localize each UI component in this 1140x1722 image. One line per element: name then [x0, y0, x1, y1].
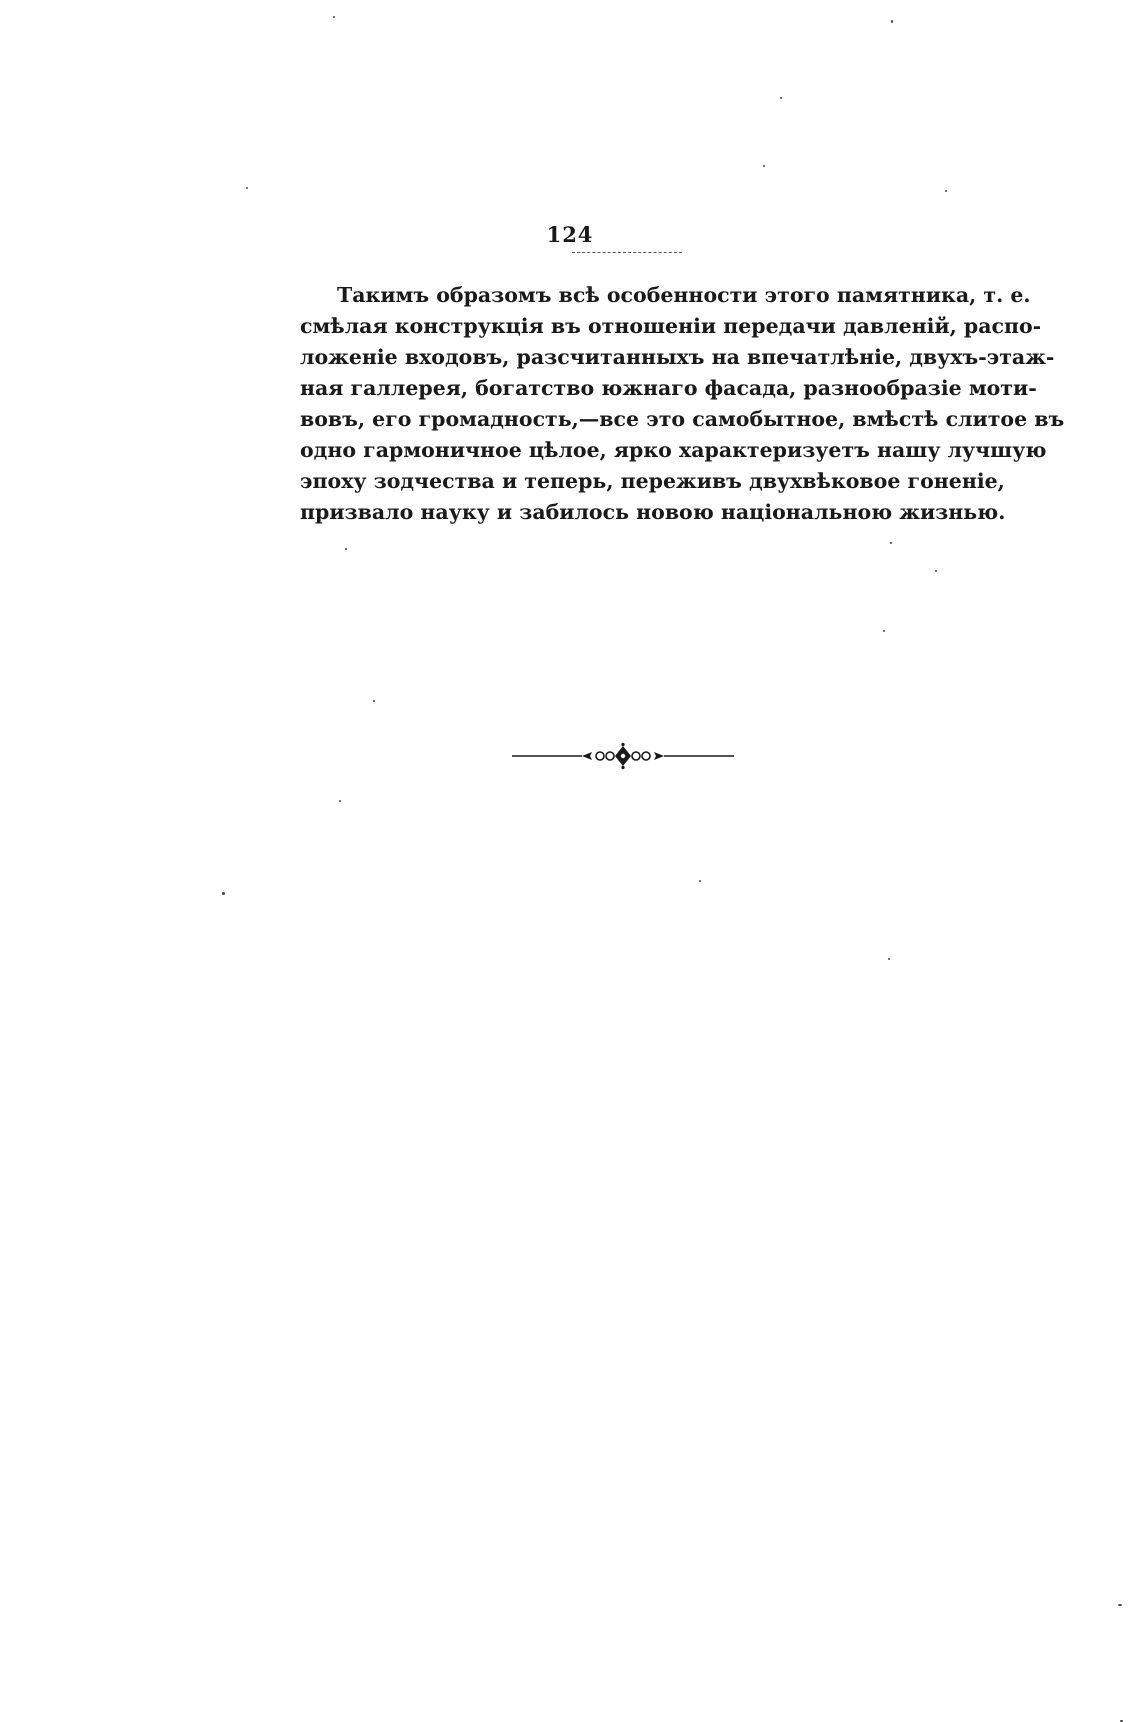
scan-speck: [780, 97, 782, 99]
text-line: смѣлая конструкція въ отношеніи передачи давленій, распо-: [300, 314, 1042, 338]
scan-speck: [1118, 1604, 1122, 1606]
scan-speck: [373, 700, 375, 702]
body-paragraph: [300, 280, 1065, 528]
scan-speck: [883, 630, 885, 632]
page-number-rule: [572, 252, 682, 253]
scan-speck: [890, 542, 892, 544]
scan-speck: [891, 20, 893, 23]
text-line: Такимъ образомъ всѣ особенности этого памятника, т. е.: [337, 283, 1031, 307]
scan-speck: [945, 190, 947, 192]
scan-speck: [935, 570, 937, 572]
scan-speck: [339, 800, 341, 802]
scan-speck: [763, 165, 765, 167]
text-line: эпоху зодчества и теперь, переживъ двухвѣковое гоненіе,: [300, 469, 1005, 493]
page-number: 124: [546, 222, 594, 247]
scan-speck: [222, 892, 225, 895]
scan-speck: [345, 548, 347, 550]
text-line: одно гармоничное цѣлое, ярко характеризуетъ нашу лучшую: [300, 438, 1047, 462]
scan-speck: [888, 958, 890, 960]
scan-speck: [699, 880, 701, 882]
text-line: вовъ, его громадность,—все это самобытное, вмѣстѣ слитое въ: [300, 407, 1065, 431]
text-line: ная галлерея, богатство южнаго фасада, разнообразіе моти-: [300, 376, 1037, 400]
tailpiece-ornament-icon: [512, 742, 734, 770]
scan-speck: [333, 16, 335, 18]
scan-speck: [246, 187, 248, 189]
text-line: ложеніе входовъ, разсчитанныхъ на впечатлѣніе, двухъ-этаж-: [300, 345, 1055, 369]
text-line: призвало науку и забилось новою національною жизнью.: [300, 500, 1006, 524]
